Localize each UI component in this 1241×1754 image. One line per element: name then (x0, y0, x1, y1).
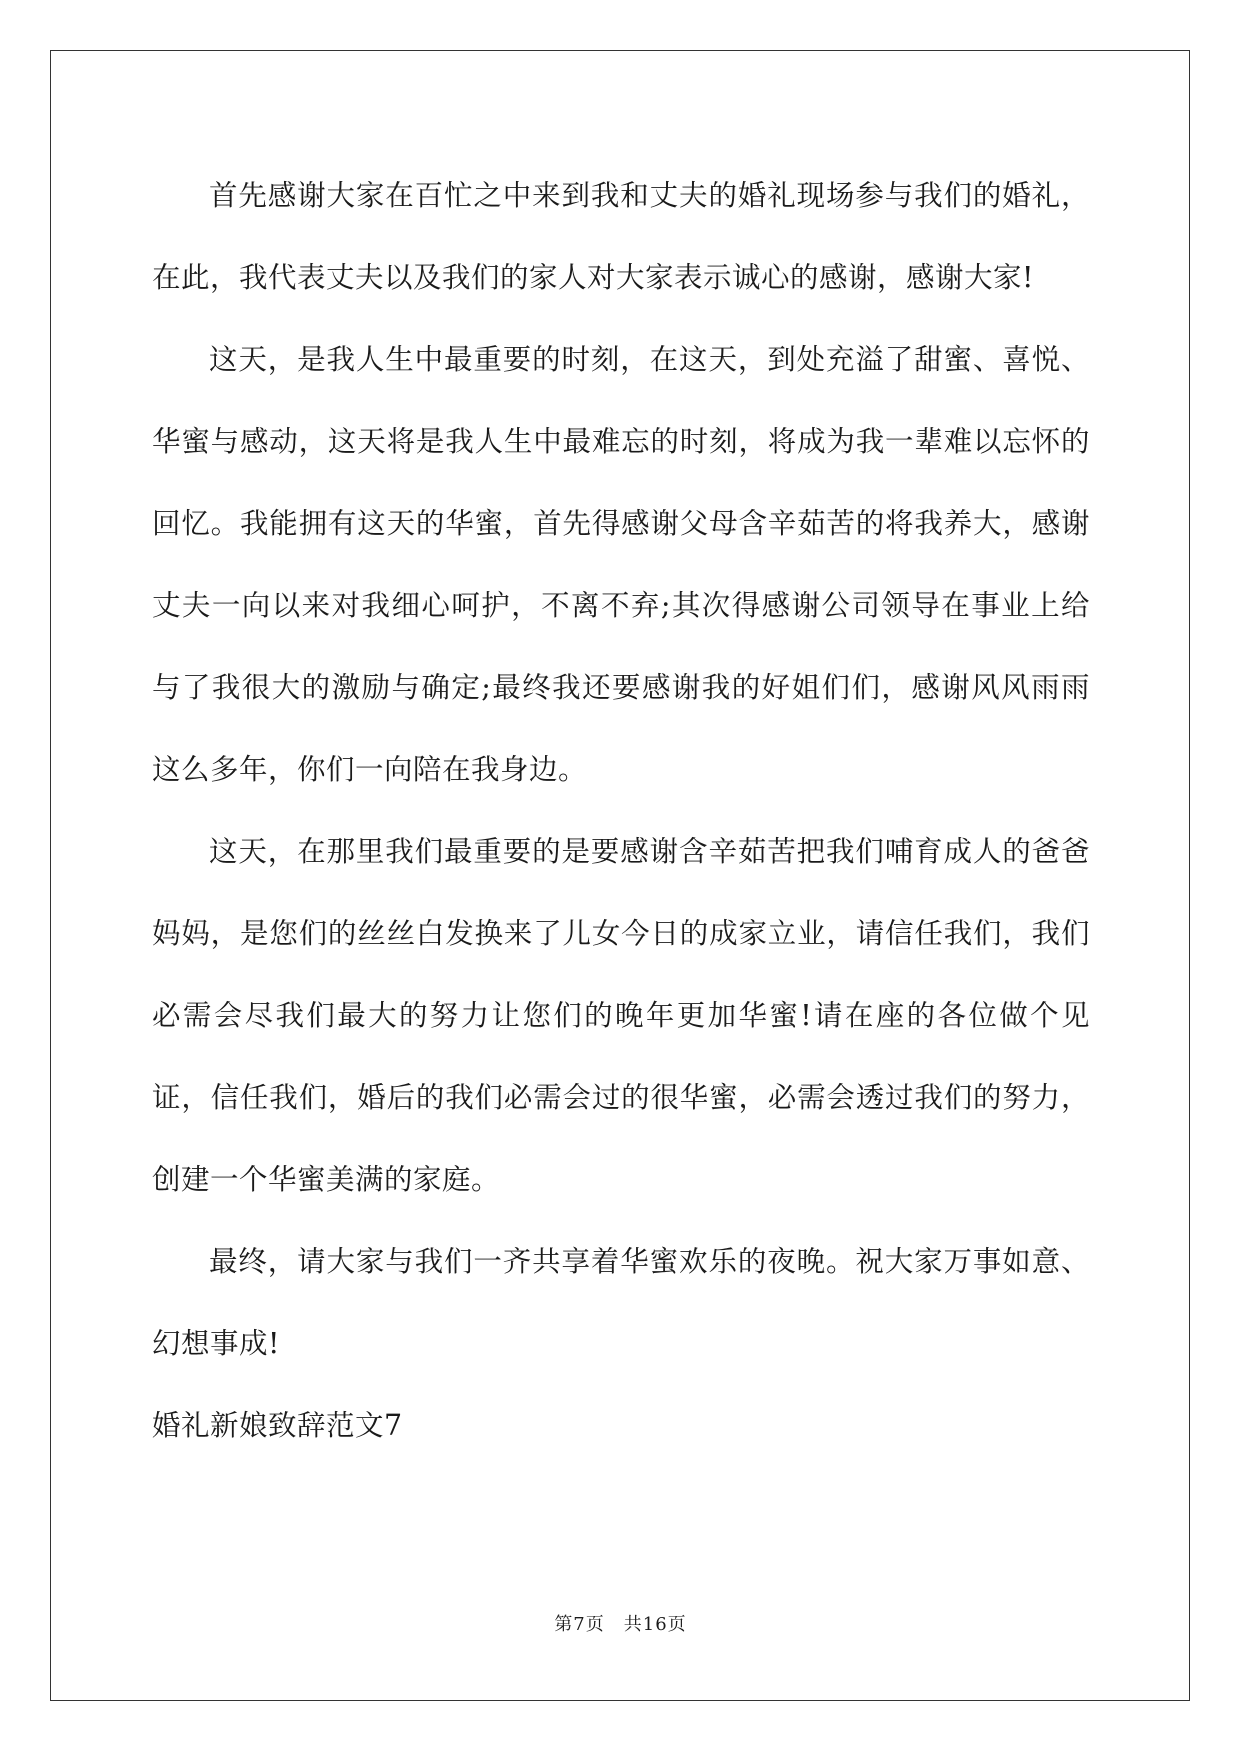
paragraph-3: 这天，在那里我们最重要的是要感谢含辛茹苦把我们哺育成人的爸爸妈妈，是您们的丝丝白发换来了儿女今日的成家立业，请信任我们，我们必需会尽我们最大的努力让您们的晚年更加华蜜!请在座的各位做个见证，信任我们，婚后的我们必需会过的很华蜜，必需会透过我们的努力，创建一个华蜜美满的家庭。 (152, 835, 1090, 1196)
paragraph-4: 最终，请大家与我们一齐共享着华蜜欢乐的夜晚。祝大家万事如意、幻想事成! (152, 1245, 1090, 1360)
section-heading: 婚礼新娘致辞范文7 (152, 1409, 403, 1442)
page-number-footer: 第7页 共16页 (554, 1614, 687, 1635)
paragraph-2: 这天，是我人生中最重要的时刻，在这天，到处充溢了甜蜜、喜悦、华蜜与感动，这天将是我人生中最难忘的时刻，将成为我一辈难以忘怀的回忆。我能拥有这天的华蜜，首先得感谢父母含辛茹苦的将我养大，感谢丈夫一向以来对我细心呵护，不离不弃;其次得感谢公司领导在事业上给与了我很大的激励与确定;最终我还要感谢我的好姐们们，感谢风风雨雨这么多年，你们一向陪在我身边。 (152, 343, 1090, 786)
document-body (152, 155, 1090, 1467)
paragraph-1: 首先感谢大家在百忙之中来到我和丈夫的婚礼现场参与我们的婚礼，在此，我代表丈夫以及我们的家人对大家表示诚心的感谢，感谢大家! (152, 179, 1090, 294)
